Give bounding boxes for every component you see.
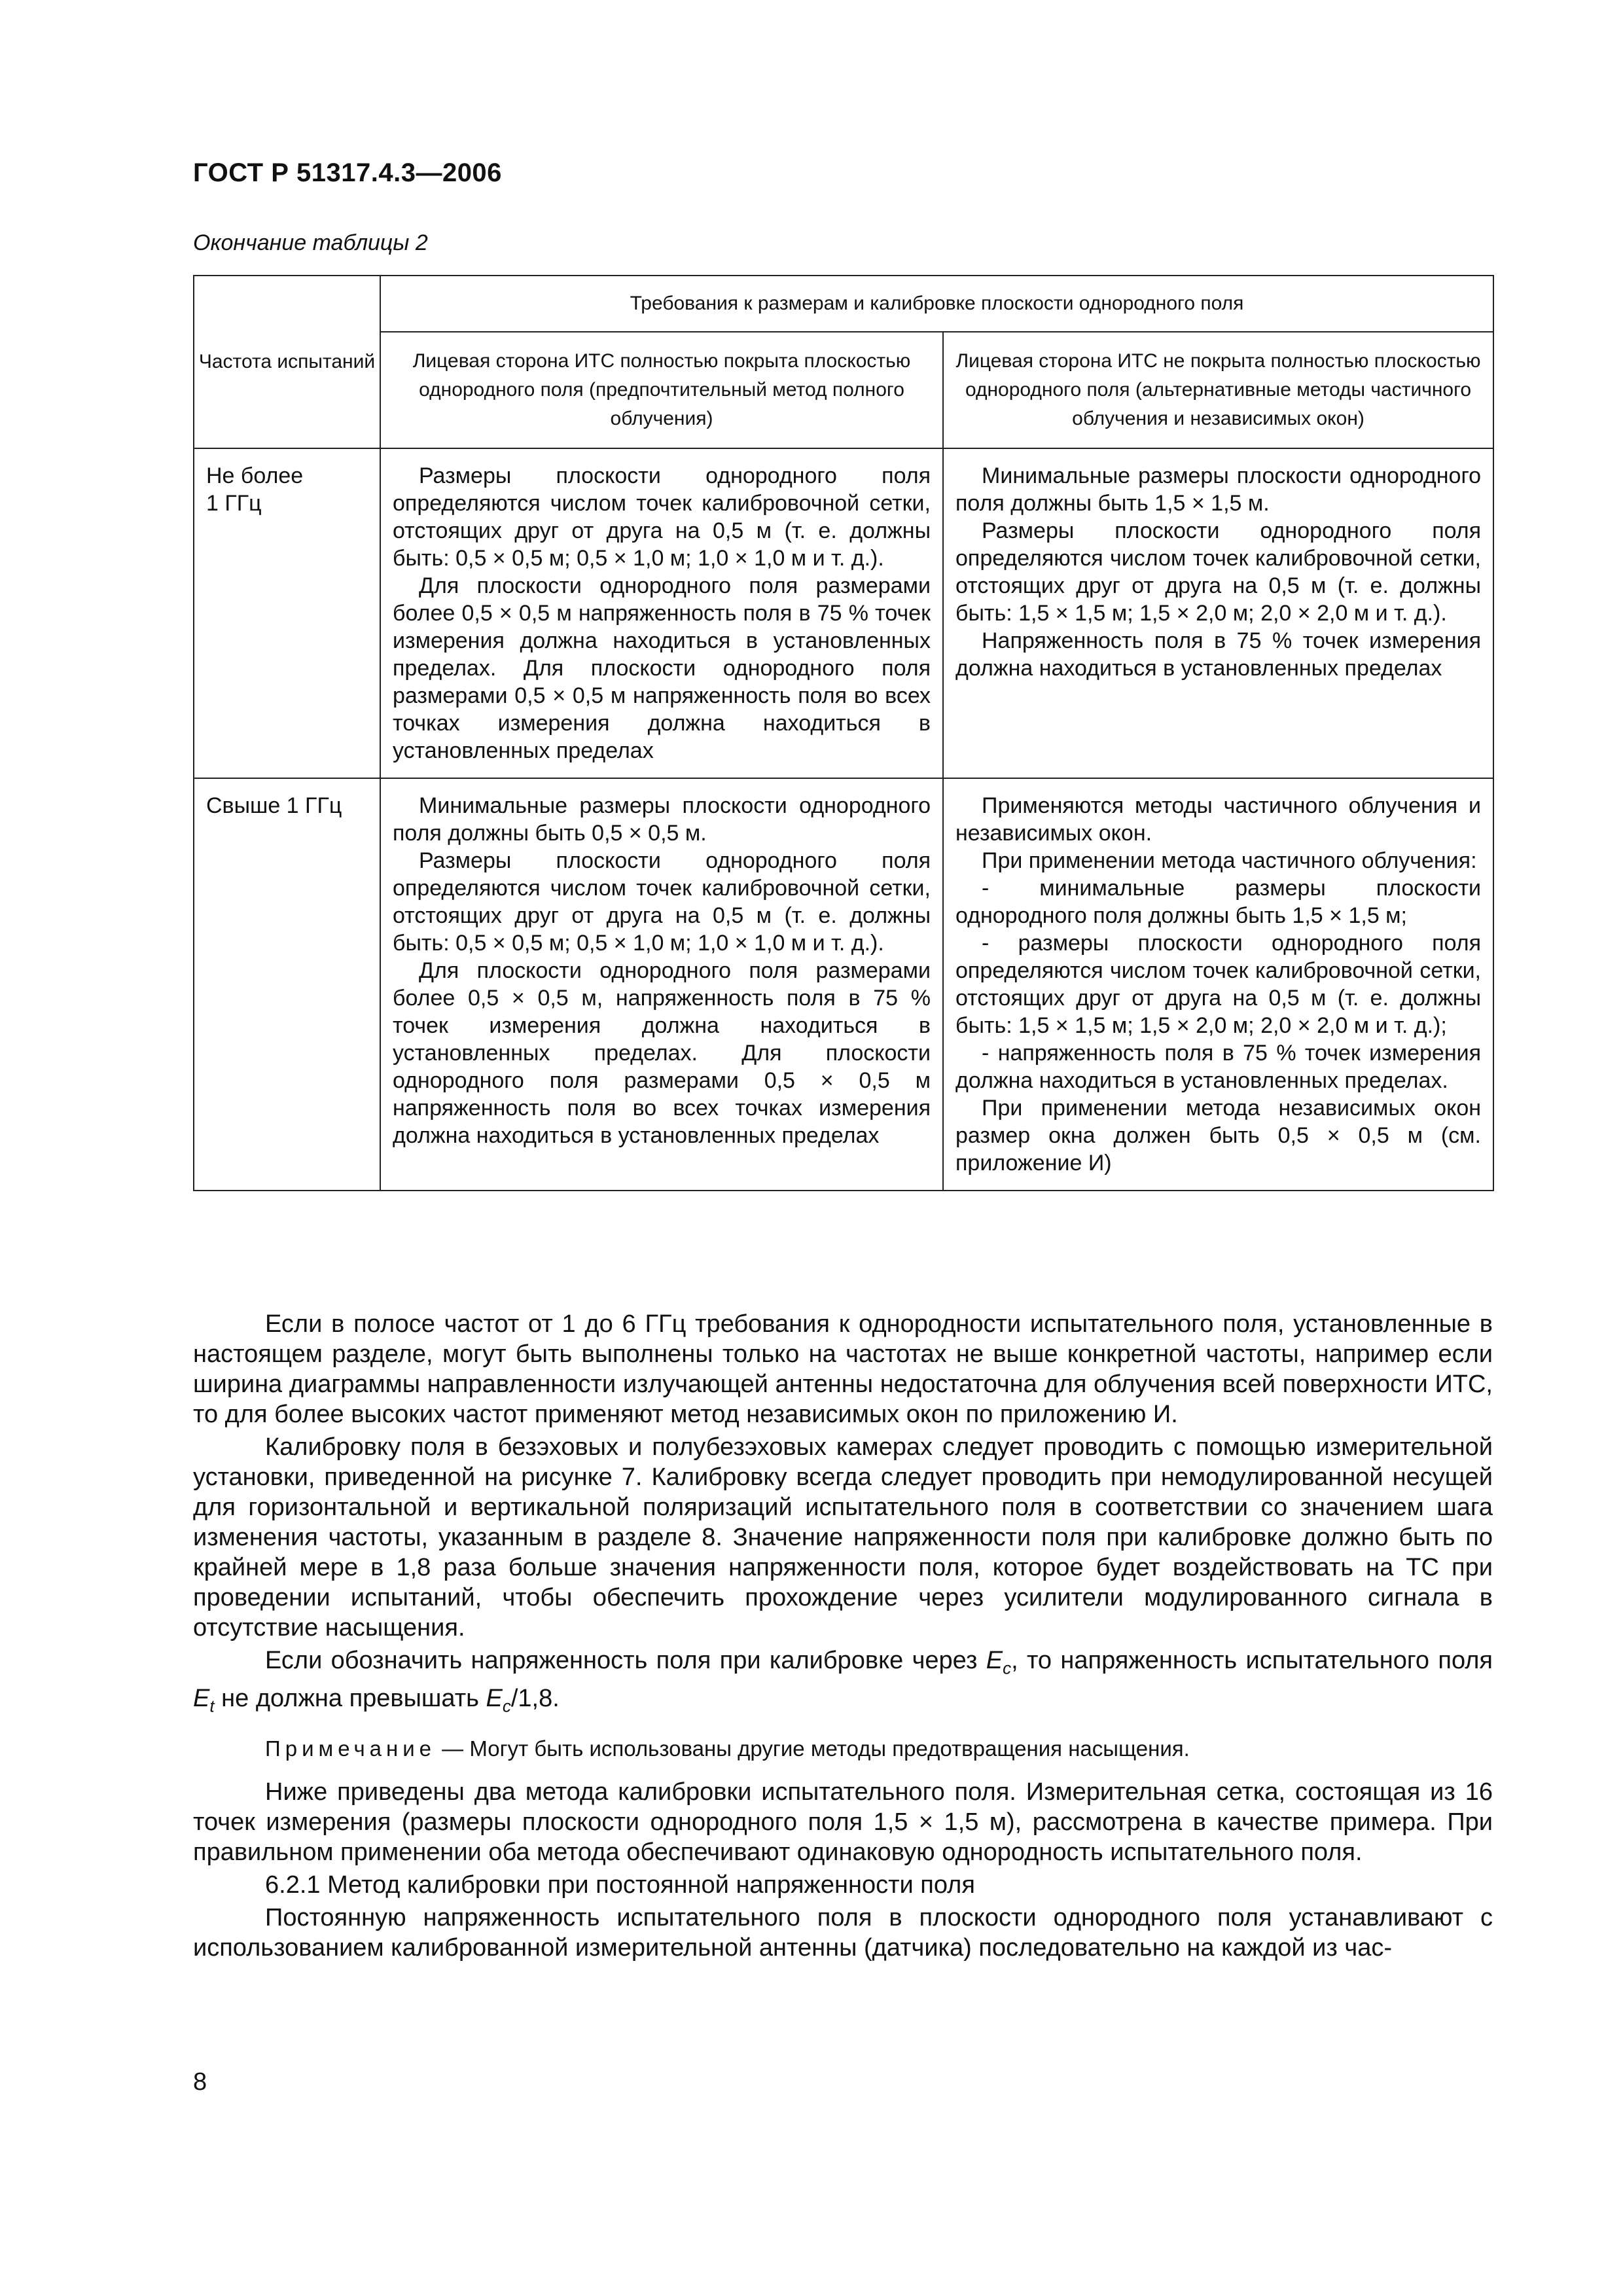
note-label: Примечание [265,1736,437,1761]
paragraph-formula: Если обозначить напряженность поля при калибровке через $E_c$, то напряженность испытательного поля $E_t$ не должна превышать $E_c/1,8$. [193,1647,1493,1716]
header-full-coverage: Лицевая сторона ИТС полностью покрыта плоскостью однородного поля (предпочтительный метод полного облучения) [380,332,943,448]
partial-coverage-cell: Минимальные размеры плоскости однородного поля должны быть 1,5 × 1,5 м. Размеры плоскости однородного поля определяются числом точек калибровочной сетки, отстоящих друг от друга на 0,5 м (т. е. должны быть: 1,5 × 1,5 м; 1,5 × 2,0 м; 2,0 × 2,0 м и т. д.). Напряженность поля в 75 % точек измерения должна находиться в установленных пределах [943,448,1493,778]
note [193,1734,1493,1764]
header-partial-coverage: Лицевая сторона ИТС не покрыта полностью плоскостью однородного поля (альтернативные методы частичного облучения и независимых окон) [943,332,1493,448]
body-text [193,1309,1493,1963]
paragraph: Постоянную напряженность испытательного поля в плоскости однородного поля устанавливают с использованием калиброванной измерительной антенны (датчика) последовательно на каждой из час- [193,1904,1493,1962]
frequency-cell: Не более 1 ГГц [194,448,380,778]
note-text: — Могут быть использованы другие методы предотвращения насыщения. [436,1736,1190,1761]
paragraph: Если в полосе частот от 1 до 6 ГГц требования к однородности испытательного поля, установленные в настоящем разделе, могут быть выполнены только на частотах не выше конкретной частоты, например если ширина диаграммы направленности излучающей антенны недостаточна для облучения всей поверхности ИТС, то для более высоких частот применяют метод независимых окон по приложению И. [193,1310,1493,1428]
header-frequency: Частота испытаний [194,276,380,448]
full-coverage-cell: Размеры плоскости однородного поля определяются числом точек калибровочной сетки, отстоящих друг от друга на 0,5 м (т. е. должны быть: 0,5 × 0,5 м; 0,5 × 1,0 м; 1,0 × 1,0 м и т. д.). Для плоскости однородного поля размерами более 0,5 × 0,5 м напряженность поля в 75 % точек измерения должна находиться в установленных пределах. Для плоскости однородного поля размерами 0,5 × 0,5 м напряженность поля во всех точках измерения должна находиться в установленных пределах [380,448,943,778]
paragraph: Ниже приведены два метода калибровки испытательного поля. Измерительная сетка, состоящая из 16 точек измерения (размеры плоскости однородного поля 1,5 × 1,5 м), рассмотрена в качестве примера. При правильном применении оба метода обеспечивают одинаковую однородность испытательного поля. [193,1778,1493,1867]
page-number: 8 [193,2068,207,2096]
document-code-header: ГОСТ Р 51317.4.3—2006 [193,158,502,187]
partial-coverage-cell: Применяются методы частичного облучения и независимых окон. При применении метода частичного облучения: - минимальные размеры плоскости однородного поля должны быть 1,5 × 1,5 м; - размеры плоскости однородного поля определяются числом точек калибровочной сетки, отстоящих друг от друга на 0,5 м (т. е. должны быть: 1,5 × 1,5 м; 1,5 × 2,0 м; 2,0 × 2,0 м и т. д.); - напряженность поля в 75 % точек измерения должна находиться в установленных пределах. При применении метода независимых окон размер окна должен быть 0,5 × 0,5 м (см. приложение И) [943,778,1493,1191]
paragraph: Калибровку поля в безэховых и полубезэховых камерах следует проводить с помощью измерительной установки, приведенной на рисунке 7. Калибровку всегда следует проводить при немодулированной несущей для горизонтальной и вертикальной поляризаций испытательного поля в соответствии со значением шага изменения частоты, указанным в разделе 8. Значение напряженности поля при калибровке должно быть по крайней мере в 1,8 раза больше значения напряженности поля, которое будет воздействовать на ТС при проведении испытаний, чтобы обеспечить прохождение через усилители модулированного сигнала в отсутствие насыщения. [193,1433,1493,1641]
header-requirements-group: Требования к размерам и калибровке плоскости однородного поля [380,276,1493,332]
table-row [194,778,1493,1191]
table-row [194,448,1493,778]
requirements-table [193,275,1494,1191]
table-caption: Окончание таблицы 2 [193,230,428,255]
frequency-cell: Свыше 1 ГГц [194,778,380,1191]
full-coverage-cell: Минимальные размеры плоскости однородного поля должны быть 0,5 × 0,5 м. Размеры плоскости однородного поля определяются числом точек калибровочной сетки, отстоящих друг от друга на 0,5 м (т. е. должны быть: 0,5 × 0,5 м; 0,5 × 1,0 м; 1,0 × 1,0 м и т. д.). Для плоскости однородного поля размерами более 0,5 × 0,5 м, напряженность поля в 75 % точек измерения должна находиться в установленных пределах. Для плоскости однородного поля размерами 0,5 × 0,5 м напряженность поля во всех точках измерения должна находиться в установленных пределах [380,778,943,1191]
subsection-heading: 6.2.1 Метод калибровки при постоянной напряженности поля [265,1871,975,1899]
